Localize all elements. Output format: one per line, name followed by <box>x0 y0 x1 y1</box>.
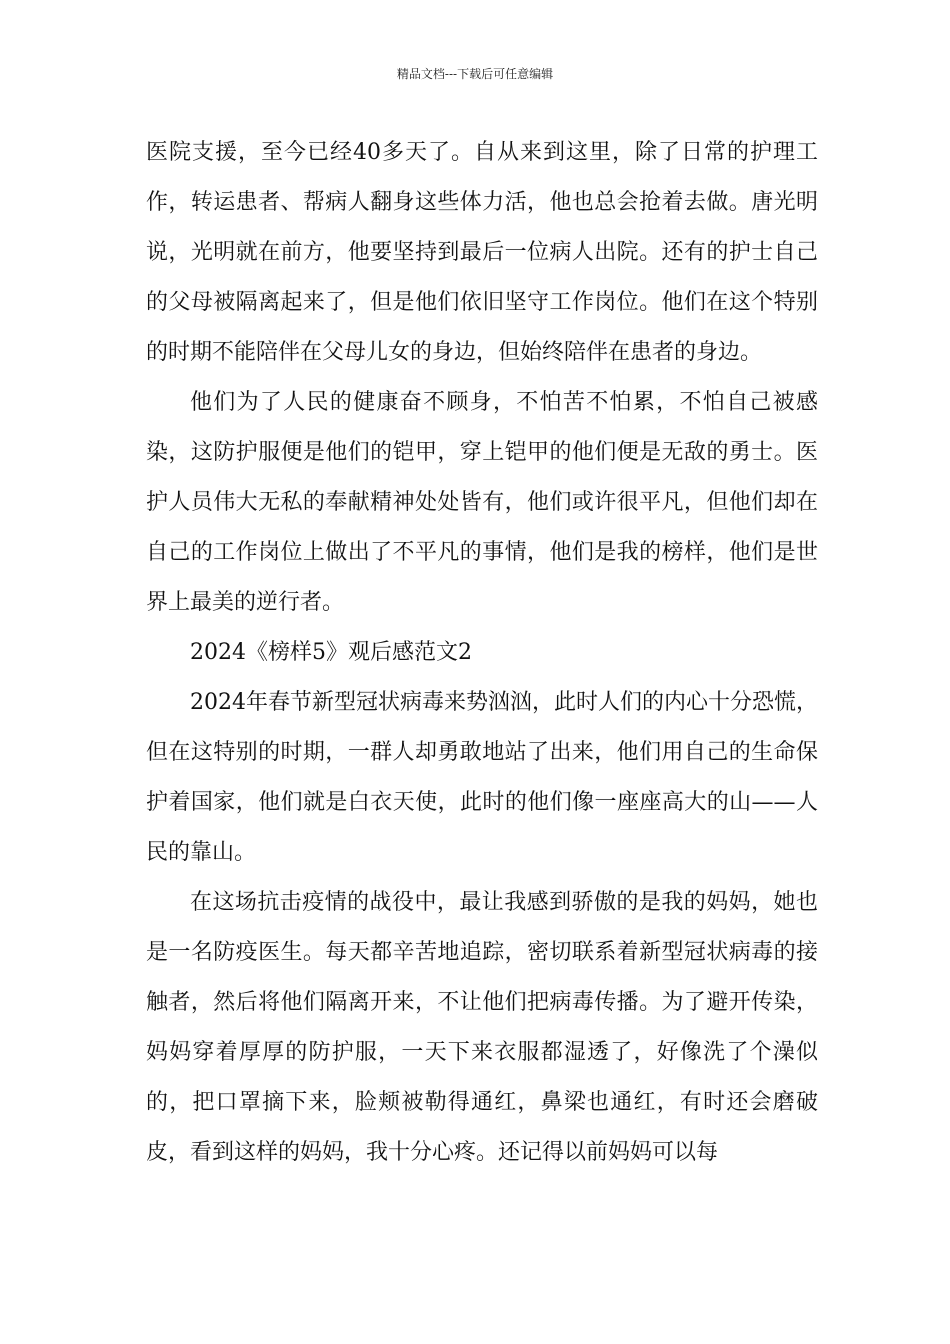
document-body <box>146 128 818 1178</box>
paragraph-continued: 医院支援，至今已经40多天了。自从来到这里，除了日常的护理工作，转运患者、帮病人翻身这些体力活，他也总会抢着去做。唐光明说，光明就在前方，他要坚持到最后一位病人出院。还有的护士自己的父母被隔离起来了，但是他们依旧坚守工作岗位。他们在这个特别的时期不能陪伴在父母儿女的身边，但始终陪伴在患者的身边。 <box>146 140 818 365</box>
page-header: 精品文档---下载后可任意编辑 <box>396 67 554 81</box>
paragraph: 在这场抗击疫情的战役中，最让我感到骄傲的是我的妈妈，她也是一名防疫医生。每天都辛苦地追踪，密切联系着新型冠状病毒的接触者，然后将他们隔离开来，不让他们把病毒传播。为了避开传染，妈妈穿着厚厚的防护服，一天下来衣服都湿透了，好像洗了个澡似的，把口罩摘下来，脸颊被勒得通红，鼻梁也通红，有时还会磨破皮，看到这样的妈妈，我十分心疼。还记得以前妈妈可以每 <box>146 890 818 1165</box>
section-heading: 2024《榜样5》观后感范文2 <box>190 640 472 665</box>
paragraph: 他们为了人民的健康奋不顾身，不怕苦不怕累，不怕自己被感染，这防护服便是他们的铠甲，穿上铠甲的他们便是无敌的勇士。医护人员伟大无私的奉献精神处处皆有，他们或许很平凡，但他们却在自己的工作岗位上做出了不平凡的事情，他们是我的榜样，他们是世界上最美的逆行者。 <box>146 390 818 615</box>
paragraph: 2024年春节新型冠状病毒来势汹汹，此时人们的内心十分恐慌，但在这特别的时期，一群人却勇敢地站了出来，他们用自己的生命保护着国家，他们就是白衣天使，此时的他们像一座座高大的山——人民的靠山。 <box>146 690 818 865</box>
